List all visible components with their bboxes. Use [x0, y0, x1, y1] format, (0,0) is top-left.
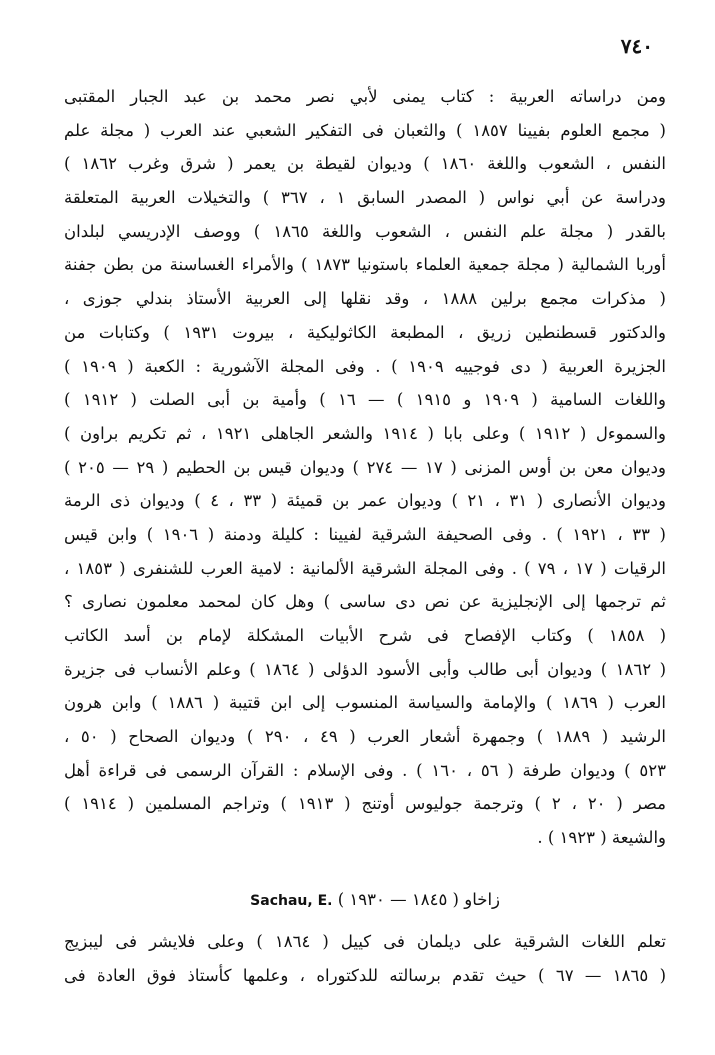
- text-line: الجزيرة العربية ( دى فوجييه ١٩٠٩ ) . وفى المجلة الآشورية : الكعبة ( ١٩٠٩ ): [64, 356, 666, 376]
- text-line: ( ١٨٦٢ ) وديوان أبى طالب وأبى الأسود الدؤلى ( ١٨٦٤ ) وعلم الأنساب فى جزيرة: [64, 659, 666, 679]
- page-number: ٧٤٠: [620, 34, 653, 58]
- text-line: وديوان معن بن أوس المزنى ( ١٧ — ٢٧٤ ) وديوان قيس بن الحطيم ( ٢٩ — ٢٠٥ ): [64, 457, 666, 477]
- heading-dates: ( ١٨٤٥ — ١٩٣٠ ): [337, 890, 459, 909]
- text-line: ( ١٨٥٨ ) وكتاب الإفصاح فى شرح الأبيات المشكلة لإمام بن أسد الكاتب: [64, 626, 666, 645]
- heading-arabic-name: زاخاو: [464, 890, 500, 909]
- text-line: واللغات السامية ( ١٩٠٩ و ١٩١٥ ) — ١٦ ) وأمية بن أبى الصلت ( ١٩١٢ ): [64, 390, 666, 410]
- paragraph-biography: [64, 925, 666, 992]
- text-line: ثم ترجمها إلى الإنجليزية عن نص دى ساسى ) وهل كان لمحمد معلمون نصارى ؟: [64, 592, 666, 612]
- paragraph-publications: [64, 80, 666, 855]
- text-line: العرب ( ١٨٦٩ ) والإمامة والسياسة المنسوب إلى ابن قتيبة ( ١٨٨٦ ) وابن هرون: [64, 693, 666, 713]
- text-line: النفس ، الشعوب واللغة ١٨٦٠ ) وديوان لقيطة بن يعمر ( شرق وغرب ١٨٦٢ ): [64, 154, 666, 174]
- text-line: ( ٣٣ ، ١٩٢١ ) . وفى الصحيفة الشرقية لفيينا : كليلة ودمنة ( ١٩٠٦ ) وابن قيس: [64, 524, 666, 544]
- text-line: وديوان الأنصارى ( ٣١ ، ٢١ ) وديوان عمر بن قميئة ( ٣٣ ، ٤ ) وديوان ذى الرمة: [64, 491, 666, 511]
- heading-latin-name: Sachau, E.: [250, 893, 333, 909]
- text-line: تعلم اللغات الشرقية على ديلمان فى كييل ( ١٨٦٤ ) وعلى فلايشر فى ليبزيج: [64, 932, 666, 951]
- text-line: ( ١٨٦٥ — ٦٧ ) حيث تقدم برسالته للدكتوراه ، وعلمها كأستاذ فوق العادة فى: [64, 965, 666, 985]
- text-line: مصر ( ٢٠ ، ٢ ) وترجمة جوليوس أوتنج ( ١٩١٣ ) وتراجم المسلمين ( ١٩١٤ ): [64, 794, 666, 814]
- text-line: الرشيد ( ١٨٨٩ ) وجمهرة أشعار العرب ( ٤٩ ، ٢٩٠ ) وديوان الصحاح ( ٥٠ ،: [64, 727, 666, 747]
- text-line: ودراسة عن أبي نواس ( المصدر السابق ١ ، ٣٦٧ ) والتخيلات العربية المتعلقة: [64, 188, 666, 208]
- text-line: والشيعة ( ١٩٢٣ ) .: [537, 828, 666, 848]
- text-line: ( مجمع العلوم بفيينا ١٨٥٧ ) والثعبان فى التفكير الشعبي عند العرب ( مجلة علم: [64, 120, 666, 140]
- text-line: والسموءل ( ١٩١٢ ) وعلى بابا ( ١٩١٤ والشعر الجاهلى ١٩٢١ ، ثم تكريم براون ): [64, 423, 666, 443]
- text-line: ( مذكرات مجمع برلين ١٨٨٨ ، وقد نقلها إلى العربية الأستاذ بندلي جوزى ،: [64, 289, 666, 309]
- text-line: والدكتور قسطنطين زريق ، المطبعة الكاثوليكية ، بيروت ١٩٣١ ) وكتابات من: [64, 322, 666, 342]
- text-line: ٥٢٣ ) وديوان طرفة ( ٥٦ ، ١٦٠ ) . وفى الإسلام : القرآن الرسمى فى قراءة أهل: [64, 760, 666, 780]
- text-line: أوربا الشمالية ( مجلة جمعية العلماء باستونيا ١٨٧٣ ) والأمراء الغساسنة من بطن جفنة: [64, 255, 666, 275]
- entry-heading: [64, 885, 500, 915]
- text-line: بالقدر ( مجلة علم النفس ، الشعوب واللغة ١٨٦٥ ) ووصف الإدريسي لبلدان: [64, 221, 666, 241]
- text-line: الرقيات ( ١٧ ، ٧٩ ) . وفى المجلة الشرقية الألمانية : لامية العرب للشنفرى ( ١٨٥٣ ،: [64, 558, 666, 578]
- text-line: ومن دراساته العربية : كتاب يمنى لأبي نصر محمد بن عبد الجبار المقتبى: [64, 87, 666, 106]
